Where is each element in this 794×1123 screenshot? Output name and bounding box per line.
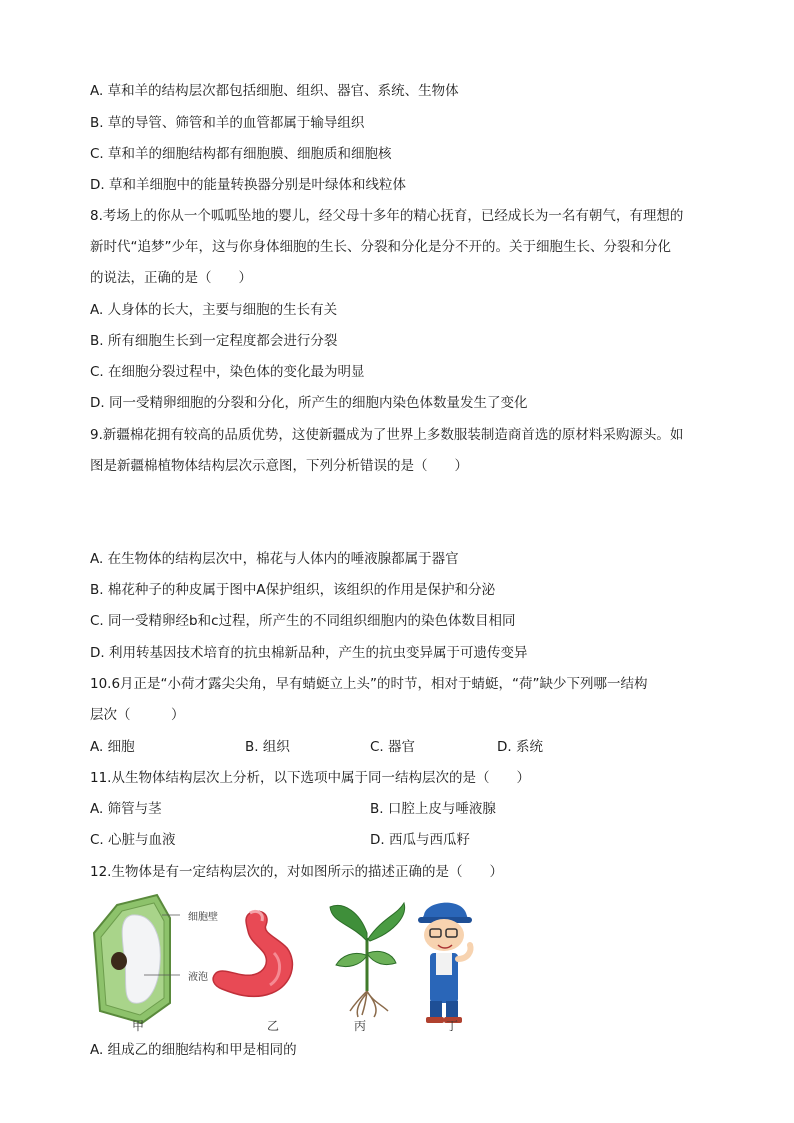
q10-stem-line2: 层次（ ） [90, 707, 185, 723]
q8-option-c: C. 在细胞分裂过程中，染色体的变化最为明显 [90, 364, 365, 380]
q11-option-b: B. 口腔上皮与唾液腺 [370, 801, 496, 817]
q8-stem-line1: 8.考场上的你从一个呱呱坠地的婴儿，经父母十多年的精心抚育，已经成长为一名有朝气，有理想的 [90, 208, 684, 224]
stomach-image [213, 911, 292, 996]
q11-stem: 11.从生物体结构层次上分析，以下选项中属于同一结构层次的是（ ） [90, 770, 530, 786]
q10-option-c: C. 器官 [370, 739, 416, 755]
figure-label-bing: 丙 [354, 1019, 367, 1033]
q11-option-d: D. 西瓜与西瓜籽 [370, 832, 470, 848]
q8-stem-line3: 的说法，正确的是（ ） [90, 270, 252, 286]
q8-option-d: D. 同一受精卵细胞的分裂和分化，所产生的细胞内染色体数量发生了变化 [90, 395, 528, 411]
q9-option-c: C. 同一受精卵经b和c过程，所产生的不同组织细胞内的染色体数目相同 [90, 613, 516, 629]
q9-stem-line1: 9.新疆棉花拥有较高的品质优势，这使新疆成为了世界上多数服装制造商首选的原材料采购源头。如 [90, 427, 684, 443]
q7-option-b: B. 草的导管、筛管和羊的血管都属于输导组织 [90, 115, 365, 131]
vacuole-label: 液泡 [188, 972, 208, 983]
structure-levels-illustration [92, 893, 492, 1033]
q10-option-a: A. 细胞 [90, 739, 135, 755]
q8-stem-line2: 新时代“追梦”少年，这与你身体细胞的生长、分裂和分化是分不开的。关于细胞生长、分裂和分化 [90, 239, 671, 255]
bean-plant-image [330, 903, 405, 1017]
q10-option-d: D. 系统 [497, 739, 543, 755]
plant-cell-image [94, 895, 180, 1023]
q8-option-a: A. 人身体的长大，主要与细胞的生长有关 [90, 302, 338, 318]
q12-figure [92, 893, 492, 1033]
q12-stem: 12.生物体是有一定结构层次的，对如图所示的描述正确的是（ ） [90, 864, 503, 880]
q9-option-b: B. 棉花种子的种皮属于图中A保护组织，该组织的作用是保护和分泌 [90, 582, 496, 598]
q8-option-b: B. 所有细胞生长到一定程度都会进行分裂 [90, 333, 338, 349]
q7-option-c: C. 草和羊的细胞结构都有细胞膜、细胞质和细胞核 [90, 146, 392, 162]
q11-option-a: A. 筛管与茎 [90, 801, 162, 817]
q10-stem-line1: 10.6月正是“小荷才露尖尖角，早有蜻蜓立上头”的时节，相对于蜻蜓，“荷”缺少下列哪一结构 [90, 676, 648, 692]
figure-label-ding: 丁 [446, 1019, 459, 1033]
figure-label-jia: 甲 [132, 1019, 145, 1033]
q9-option-a: A. 在生物体的结构层次中，棉花与人体内的唾液腺都属于器官 [90, 551, 459, 567]
q10-option-b: B. 组织 [245, 739, 290, 755]
q7-option-a: A. 草和羊的结构层次都包括细胞、组织、器官、系统、生物体 [90, 83, 459, 99]
q12-option-a: A. 组成乙的细胞结构和甲是相同的 [90, 1042, 297, 1058]
q9-option-d: D. 利用转基因技术培育的抗虫棉新品种，产生的抗虫变异属于可遗传变异 [90, 645, 528, 661]
figure-label-yi: 乙 [267, 1019, 280, 1033]
q9-stem-line2: 图是新疆棉植物体结构层次示意图，下列分析错误的是（ ） [90, 458, 468, 474]
person-image [418, 903, 472, 1023]
q7-option-d: D. 草和羊细胞中的能量转换器分别是叶绿体和线粒体 [90, 177, 406, 193]
q11-option-c: C. 心脏与血液 [90, 832, 176, 848]
cell-wall-label: 细胞壁 [188, 912, 218, 923]
